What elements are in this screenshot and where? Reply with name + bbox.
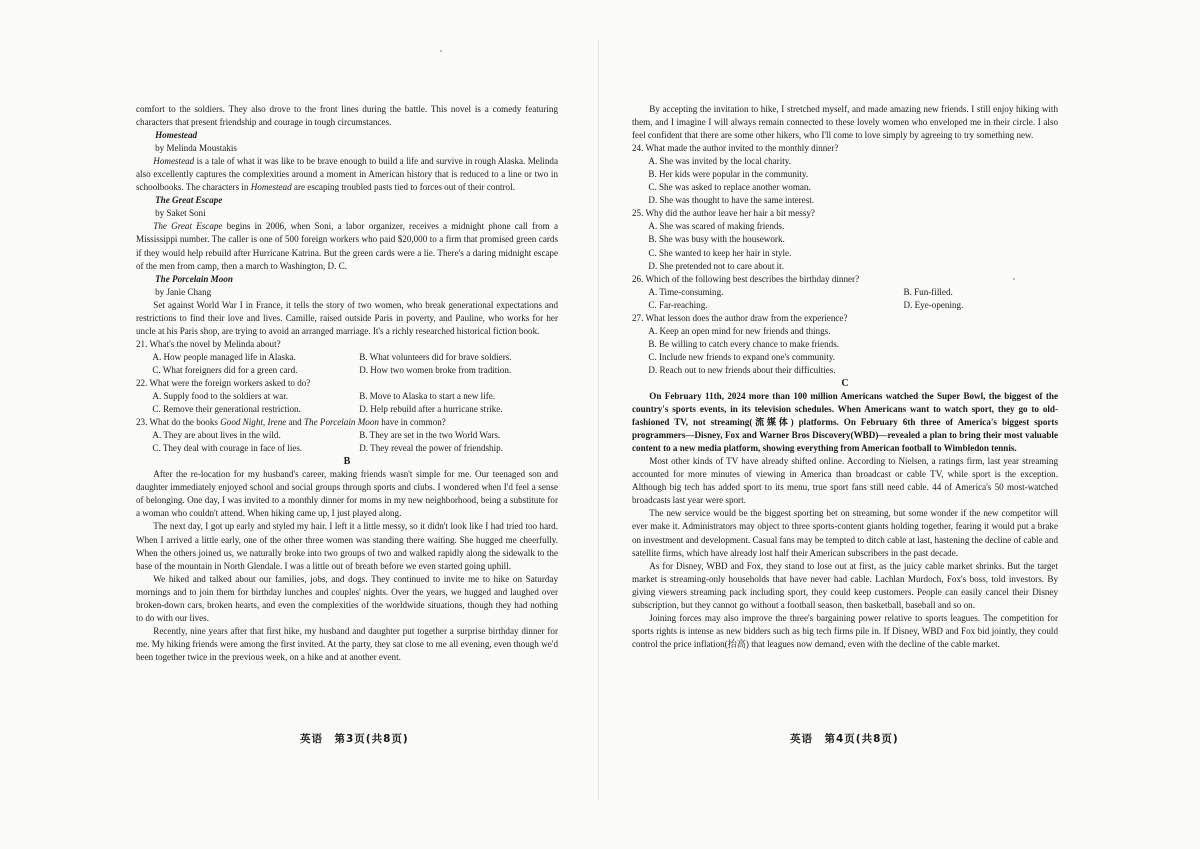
passage-paragraph: The next day, I got up early and styled my hair. I left it a little messy, so it didn't look like I had tried too hard. When I arrived a little early, one of the other three women was standing there waiting. She hugged me cheerfully. When the others joined us, we naturally broke into two groups of two and walked rapidly along the sidewalk to the base of the mountain in North Glendale. I was a little out of breath before we even started going uphill.	[136, 521, 558, 571]
question-stem: 21. What's the novel by Melinda about?	[136, 338, 281, 349]
option: D. How two women broke from tradition.	[359, 364, 512, 375]
book-description	[136, 155, 558, 194]
book-author: by Saket Soni	[155, 208, 206, 219]
option: C. She was asked to replace another woman.	[648, 182, 811, 193]
book-description: Set against World War I in France, it tells the story of two women, who break generational expectations and restrictions to find their love and lives. Camille, raised outside Paris in poverty, and Pauline, who works for her uncle at his Paris shop, are trying to avoid an arranged marriage. It's a richly researched historical fiction book.	[136, 299, 558, 336]
scan-speck	[440, 50, 442, 52]
option: A. She was invited by the local charity.	[648, 156, 791, 167]
option: B. They are set in the two World Wars.	[359, 430, 501, 441]
option: D. She pretended not to care about it.	[648, 260, 784, 271]
stem-text: have in common?	[378, 417, 446, 428]
option: A. They are about lives in the wild.	[152, 430, 281, 441]
right-page-column	[632, 103, 1058, 651]
book-title: The Great Escape	[155, 195, 223, 206]
option: A. Time-consuming.	[648, 286, 724, 297]
question-stem: 22. What were the foreign workers asked to do?	[136, 377, 311, 388]
question-stem: 24. What made the author invited to the monthly dinner?	[632, 143, 839, 154]
option: B. Her kids were popular in the community.	[648, 169, 809, 180]
stem-text: 23. What do the books	[136, 417, 221, 428]
passage-paragraph: By accepting the invitation to hike, I stretched myself, and made amazing new friends. I still enjoy hiking with them, and I imagine I will always remain connected to these lovely women who enveloped me in their circle. I also feel confident that there are some other hikers, who I'll come to love simply by agreeing to try something new.	[632, 104, 1058, 141]
question-options	[632, 220, 1058, 272]
page-footer: 英语 第3页(共8页)	[300, 733, 409, 745]
question-options	[136, 429, 558, 455]
passage-paragraph: Recently, nine years after that first hike, my husband and daughter put together a surprise birthday dinner for me. My hiking friends were among the first invited. At the party, they sat close to me all evening, even though we'd been together twice in the previous week, on a hike and at another event.	[136, 625, 558, 662]
book-title-inline: Homestead	[153, 156, 195, 167]
option: B. Move to Alaska to start a new life.	[359, 391, 496, 402]
page-footer: 英语 第4页(共8页)	[790, 733, 899, 745]
stem-text: and	[286, 417, 304, 428]
question-options	[632, 286, 1058, 312]
option: B. She was busy with the housework.	[648, 234, 785, 245]
option: D. They reveal the power of friendship.	[359, 443, 503, 454]
page-fold	[598, 40, 599, 800]
option: C. What foreigners did for a green card.	[152, 364, 298, 375]
book-title-inline: The Great Escape	[153, 221, 223, 232]
left-page-column	[136, 103, 558, 664]
question-stem: 27. What lesson does the author draw from the experience?	[632, 312, 848, 323]
option: A. Keep an open mind for new friends and things.	[648, 325, 831, 336]
option: B. Be willing to catch every chance to make friends.	[648, 338, 840, 349]
option: C. They deal with courage in face of lies.	[152, 443, 303, 454]
stem-title: The Porcelain Moon	[303, 417, 379, 428]
option: C. Remove their generational restriction.	[152, 404, 301, 415]
section-heading: C	[841, 377, 849, 389]
book-title-inline: Homestead	[250, 182, 292, 193]
passage-paragraph: After the re-location for my husband's career, making friends wasn't simple for me. Our teenaged son and daughter immediately enjoyed school and social groups through sports and clubs. I wondered when I'd feel a sense of belonging. One day, I was invited to a monthly dinner for moms in my new neighborhood, being a substitute for a woman who couldn't attend. When hiking came up, I just played along.	[136, 469, 558, 519]
option: D. Reach out to new friends about their difficulties.	[648, 364, 836, 375]
question-stem	[136, 416, 558, 429]
question-options	[632, 325, 1058, 377]
option: A. She was scared of making friends.	[648, 221, 785, 232]
option: A. Supply food to the soldiers at war.	[152, 391, 289, 402]
passage-paragraph: On February 11th, 2024 more than 100 million Americans watched the Super Bowl, the biggest of the country's sports events, in its television schedules. When Americans want to watch sport, they go to old-fashioned TV, not streaming(流媒体) platforms. On February 6th three of America's biggest sports programmers—Disney, Fox and Warner Bros Discovery(WBD)—revealed a plan to bring their most valuable content to a new media platform, showing everything from American football to Wimbledon tennis.	[632, 390, 1058, 454]
option: B. Fun-filled.	[903, 286, 953, 297]
option: C. Include new friends to expand one's community.	[648, 351, 836, 362]
option: C. She wanted to keep her hair in style.	[648, 247, 792, 258]
passage-a-intro: comfort to the soldiers. They also drove to the front lines during the battle. This novel is a comedy featuring characters that present friendship and courage in tough circumstances.	[136, 104, 558, 128]
book-author: by Janie Chang	[155, 286, 212, 297]
question-stem: 26. Which of the following best describes the birthday dinner?	[632, 273, 860, 284]
option: D. Eye-opening.	[903, 299, 964, 310]
question-options	[632, 155, 1058, 207]
book-author: by Melinda Moustakis	[155, 143, 237, 154]
passage-paragraph: The new service would be the biggest sporting bet on streaming, but some wonder if the new competitor will ever make it. Administrators may object to three sports-content giants holding together, fearing it would put a brake on investment and development. Casual fans may be tempted to ditch cable at last, hastening the decline of cable and satellite firms, which have already lost half their American subscribers in the past decade.	[632, 508, 1059, 558]
section-heading: B	[343, 456, 351, 468]
passage-paragraph: As for Disney, WBD and Fox, they stand to lose out at first, as the juicy cable market shrinks. But the target market is streaming-only households that have never had cable. Lachlan Murdoch, Fox's boss, told investors. By giving viewers streaming pack including sport, they could keep customers. People can easily cancel their Disney subscription, but they cannot go without a football season, then basketball, baseball and so on.	[632, 560, 1058, 610]
question-options	[136, 351, 558, 377]
option: D. Help rebuild after a hurricane strike.	[359, 404, 503, 415]
option: D. She was thought to have the same interest.	[648, 195, 815, 206]
passage-paragraph: Joining forces may also improve the three's bargaining power relative to sports leagues. The competition for sports rights is intense as new bidders such as big tech firms pile in. If Disney, WBD and Fox bid jointly, they could control the price inflation(抬高) that leagues now demand, even with the decline of the cable market.	[632, 612, 1058, 649]
question-options	[136, 390, 558, 416]
book-description	[136, 220, 558, 272]
book-desc-text: is a tale of what it was like to be brave enough to build a life and survive in rough Alaska. Melinda also excellently captures the complexities around a moment in American history that is reduced to a line or two in schoolbooks. The characters in	[136, 156, 558, 193]
book-title: The Porcelain Moon	[155, 273, 233, 284]
book-desc-text: begins in 2006, when Soni, a labor organizer, receives a midnight phone call from a Mississippi number. The caller is one of 500 foreign workers who paid $20,000 to a firm that promised green cards if they would help rebuild after Hurricane Katrina. But the green cards were a lie. There's a daring midnight escape of the men from camp, then a march to Washington, D. C.	[136, 221, 558, 271]
passage-paragraph: Most other kinds of TV have already shifted online. According to Nielsen, a ratings firm, last year streaming accounted for more minutes of viewing in America than broadcast or cable TV, while sport is the exception. Although big tech has added sport to its menu, true sport fans still need cable. 44 of America's 50 most-watched broadcasts last year were sport.	[632, 456, 1058, 506]
option: A. How people managed life in Alaska.	[152, 351, 296, 362]
option: C. Far-reaching.	[648, 299, 708, 310]
option: B. What volunteers did for brave soldiers.	[359, 351, 512, 362]
book-desc-text: are escaping troubled pasts tied to forces out of their control.	[291, 182, 515, 193]
book-title: Homestead	[155, 130, 198, 141]
stem-title: Good Night, Irene	[220, 417, 287, 428]
passage-paragraph: We hiked and talked about our families, jobs, and dogs. They continued to invite me to hike on Saturday mornings and to join them for birthday lunches and couples' nights. Over the years, we hugged and laughed over broken-down cars, broken hearts, and even the complexities of the worldwide situations, though they had nothing to do with our lives.	[136, 573, 558, 623]
question-stem: 25. Why did the author leave her hair a bit messy?	[632, 208, 815, 219]
